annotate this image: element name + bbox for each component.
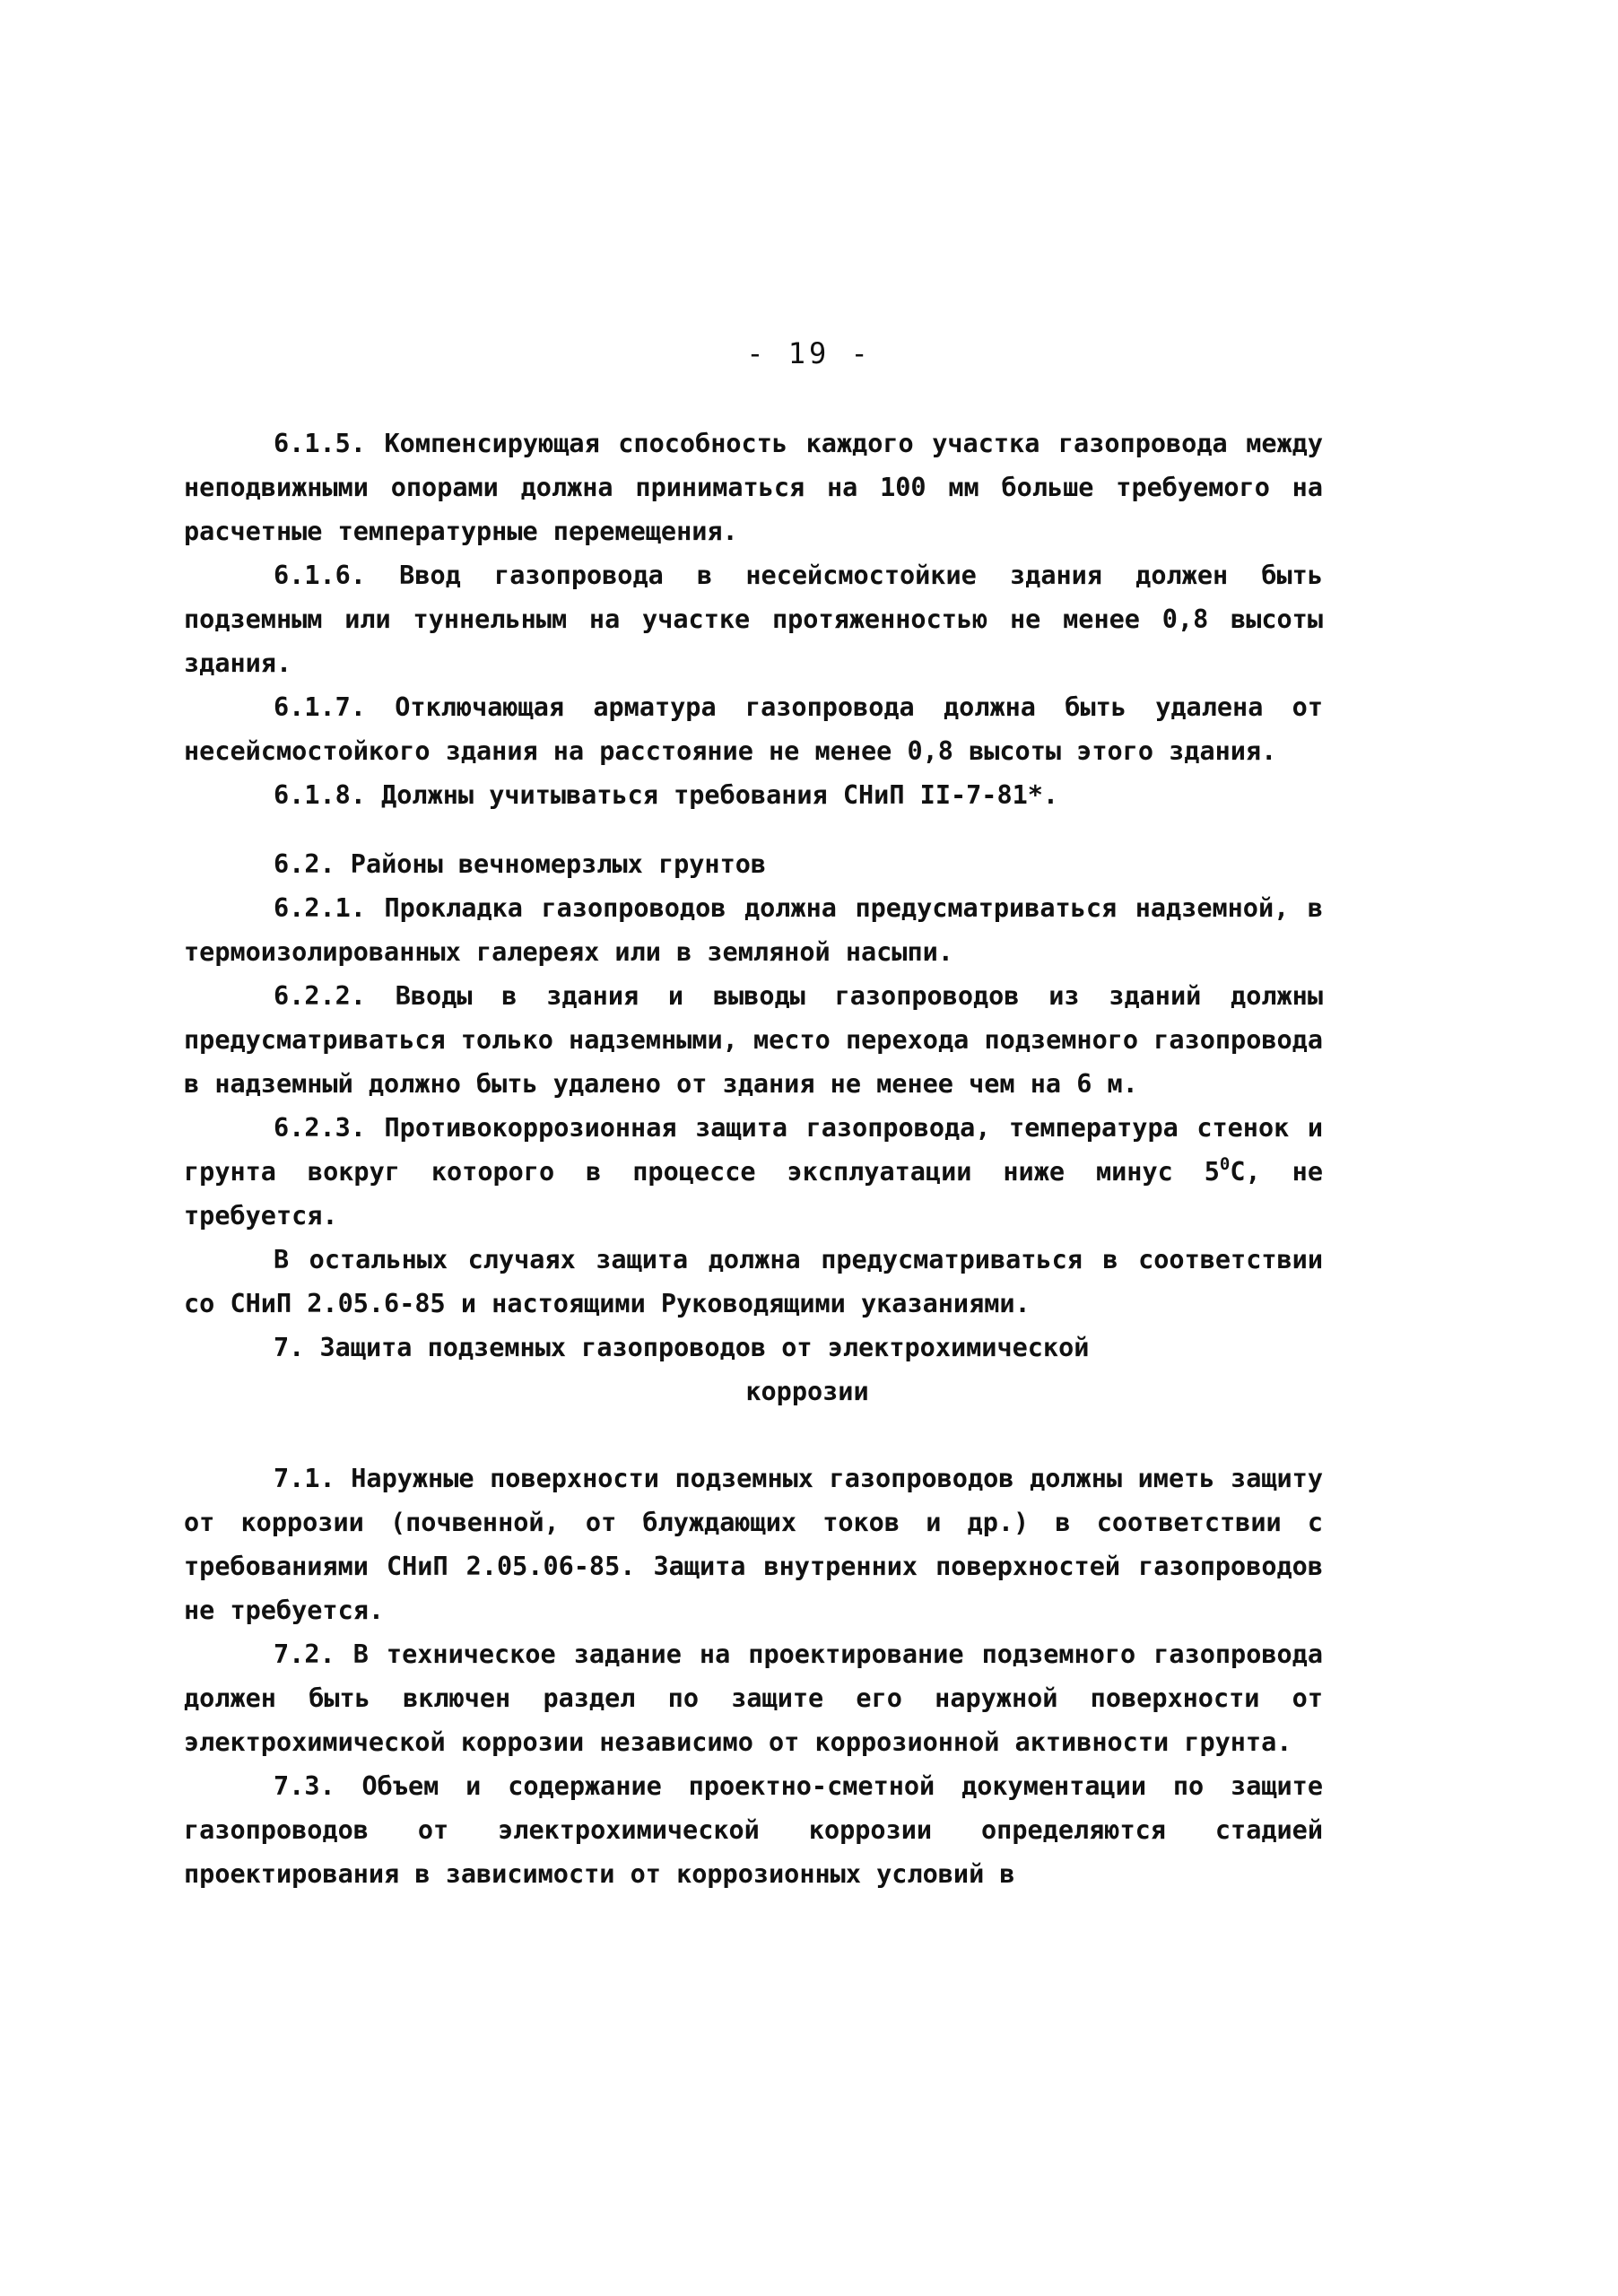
- paragraph-6-1-6: 6.1.6. Ввод газопровода в несейсмостойкие здания должен быть подземным или туннельным на участке протяженностью не менее 0,8 высоты здания.: [184, 561, 1323, 678]
- paragraph-6-1-8: 6.1.8. Должны учитываться требования СНиП II-7-81*.: [274, 780, 1059, 810]
- paragraph-7-3: 7.3. Объем и содержание проектно-сметной документации по защите газопроводов от электрохимической коррозии определяются стадией проектирования в зависимости от коррозионных условий в: [184, 1771, 1323, 1889]
- degree-superscript: 0: [1219, 1154, 1231, 1174]
- paragraph-7-1: 7.1. Наружные поверхности подземных газопроводов должны иметь защиту от коррозии (почвенной, от блуждающих токов и др.) в соответствии с требованиями СНиП 2.05.06-85. Защита внутренних поверхностей газопроводов не требуется.: [184, 1464, 1323, 1625]
- chapter-heading-7: 7. Защита подземных газопроводов от электрохимической: [274, 1333, 1090, 1362]
- section-heading-6-2: 6.2. Районы вечномерзлых грунтов: [274, 849, 767, 879]
- paragraph-7-2: 7.2. В техническое задание на проектирование подземного газопровода должен быть включен раздел по защите его наружной поверхности от электрохимической коррозии независимо от коррозионной активности грунта.: [184, 1639, 1323, 1757]
- paragraph-6-2-3-text: 6.2.3. Противокоррозионная защита газопровода, температура стенок и грунта вокруг которого в процессе эксплуатации ниже минус 5: [184, 1113, 1323, 1187]
- chapter-heading-7-continued: коррозии: [745, 1377, 869, 1406]
- paragraph-6-2-2: 6.2.2. Вводы в здания и выводы газопроводов из зданий должны предусматриваться только надземными, место перехода подземного газопровода в надземный должно быть удалено от здания не менее чем на 6 м.: [184, 981, 1323, 1099]
- paragraph-6-2-1: 6.2.1. Прокладка газопроводов должна предусматриваться надземной, в термоизолированных галереях или в земляной насыпи.: [184, 893, 1323, 967]
- spacer: [184, 1413, 1323, 1457]
- paragraph-6-1-7: 6.1.7. Отключающая арматура газопровода должна быть удалена от несейсмостойкого здания на расстояние не менее 0,8 высоты этого здания.: [184, 692, 1323, 766]
- page-number: - 19 -: [746, 336, 872, 370]
- paragraph-6-2-3: [184, 1106, 1323, 1238]
- paragraph-6-2-3-continued: В остальных случаях защита должна предусматриваться в соответствии со СНиП 2.05.6-85 и настоящими Руководящими указаниями.: [184, 1245, 1323, 1318]
- document-body: [184, 422, 1323, 1896]
- paragraph-6-2-3-text-end: С, не требуется.: [184, 1157, 1323, 1231]
- paragraph-6-1-5: 6.1.5. Компенсирующая способность каждого участка газопровода между неподвижными опорами должна приниматься на 100 мм больше требуемого на расчетные температурные перемещения.: [184, 429, 1323, 546]
